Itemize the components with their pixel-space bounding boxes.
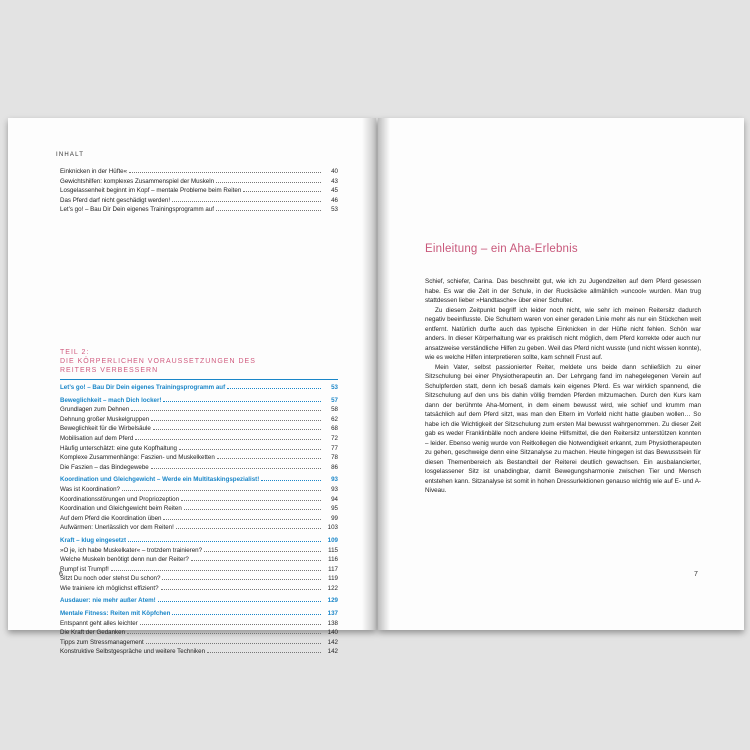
toc-entry-title: Einknicken in der Hüfte« [60, 168, 128, 175]
toc-entry-title: Das Pferd darf nicht geschädigt werden! [60, 196, 171, 204]
toc-entry-title: Häufig unterschätzt: eine gute Kopfhaltung [60, 444, 177, 452]
right-gutter-shadow [378, 118, 390, 630]
left-page [8, 118, 376, 656]
toc-entry-page: 93 [331, 485, 338, 493]
toc-section-entry [60, 609, 338, 619]
toc-entry [60, 196, 338, 206]
toc-leader-dots [153, 429, 321, 430]
toc-entry-page: 62 [331, 415, 338, 423]
toc-leader-dots [216, 182, 321, 183]
toc-entry [60, 628, 338, 638]
toc-entry-page: 43 [331, 177, 338, 185]
body-text [425, 277, 701, 496]
toc-entry-page: 53 [331, 206, 338, 214]
toc-entry [60, 584, 338, 594]
toc-top-list [60, 167, 338, 215]
toc-entry-page: 122 [327, 584, 338, 592]
toc-entry [60, 405, 338, 415]
toc-entry-title: Konstruktive Selbstgespräche und weitere Techniken [60, 648, 206, 656]
toc-entry-title: Welche Muskeln benötigt denn nun der Reiter? [60, 556, 189, 564]
toc-part2-list [60, 383, 338, 657]
toc-leader-dots [217, 458, 321, 459]
toc-leader-dots [151, 468, 321, 469]
toc-entry [60, 485, 338, 495]
toc-entry-title: Koordination und Gleichgewicht beim Reiten [60, 505, 182, 513]
toc-entry-page: 93 [331, 476, 338, 484]
toc-leader-dots [179, 449, 321, 450]
toc-entry [60, 463, 338, 473]
toc-entry-page: 103 [327, 524, 338, 532]
toc-leader-dots [191, 560, 321, 561]
toc-entry-title: Entspannt geht alles leichter [60, 619, 138, 627]
toc-section-entry [60, 475, 338, 485]
toc-entry [60, 444, 338, 454]
toc-entry-title: Beweglichkeit – mach Dich locker! [60, 396, 162, 404]
toc-leader-dots [140, 624, 321, 625]
toc-leader-dots [151, 420, 321, 421]
toc-leader-dots [111, 570, 321, 571]
toc-entry-title: Die Kraft der Gedanken [60, 629, 126, 637]
toc-entry-title: Losgelassenheit beginnt im Kopf – mentale Probleme beim Reiten [60, 187, 242, 195]
toc-entry-title: Mentale Fitness: Reiten mit Köpfchen [60, 610, 171, 618]
toc-leader-dots [261, 480, 321, 481]
paragraph-3: Mein Vater, selbst passionierter Reiter, meldete uns beide dann schließlich zu einer Sitzschulung bei einer Physiotherapeutin an. Der Lehrgang fand im nahegelegenen Verein auf Schulpferden statt, denn ich besaß damals kein eigenes Pferd. Es war wirklich spannend, die Sitzschulung auf den uns bis dahin völlig fremden Pferden mitzumachen. Durch den Kurs kam dann der berühmte Aha-Moment, in dem einem bewusst wird, wie schief und krumm man tatsächlich auf dem Pferd sitzt, was man den Eltern im Vorfeld nicht hatte glauben wollen… So habe ich die Wichtigkeit der Sitzschulung zum ersten Mal bewusst wahrgenommen. Zu dieser Zeit gab es weder Franklinbälle noch andere kleine Hilfsmittel, die den Reitersitz unterstützen konnten – leider. Ebenso wenig wurde von Reitkollegen die Notwendigkeit erkannt, zum Physiotherapeuten zu gehen, geschweige denn eine Sitzanalyse zu machen. Heute hingegen ist das Bewusstsein für diesen Themenbereich als Bestandteil der Reiterei deutlich gewachsen. Ein ausbalancierter, losgelassener Sitz ist unabdingbar, damit Bewegungsharmonie zwischen Tier und Mensch entstehen kann. Sitzanalyse ist somit in hohen Dressurlektionen genauso wichtig wie auf E- und A-Niveau. [425, 363, 701, 494]
toc-entry-title: Komplexe Zusammenhänge: Faszien- und Muskelketten [60, 454, 215, 462]
right-page [378, 118, 744, 630]
part-label: TEIL 2: [60, 349, 90, 356]
toc-entry-title: Kraft – klug eingesetzt [60, 536, 127, 544]
toc-entry [60, 186, 338, 196]
toc-leader-dots [184, 509, 321, 510]
toc-entry [60, 453, 338, 463]
toc-entry-title: Gewichtshilfen: komplexes Zusammenspiel der Muskeln [60, 177, 215, 185]
toc-entry-title: Grundlagen zum Dehnen [60, 406, 130, 414]
toc-section-entry [60, 383, 338, 393]
toc-entry-title: Aufwärmen: Unerlässlich vor dem Reiten! [60, 524, 174, 532]
toc-entry-title: Rumpf ist Trumpf! [60, 565, 109, 573]
toc-entry-page: 140 [327, 629, 338, 637]
toc-entry-page: 72 [331, 434, 338, 442]
part-heading [60, 348, 256, 375]
toc-entry-page: 119 [328, 575, 338, 583]
toc-entry [60, 205, 338, 215]
toc-leader-dots [216, 210, 321, 211]
toc-leader-dots [122, 490, 321, 491]
toc-entry-page: 129 [327, 597, 338, 605]
toc-entry [60, 638, 338, 648]
toc-entry-page: 115 [328, 546, 338, 554]
toc-entry-title: »O je, ich habe Muskelkater« – trotzdem trainieren? [60, 546, 203, 554]
toc-leader-dots [127, 633, 321, 634]
toc-entry-title: Let’s go! – Bau Dir Dein eigenes Trainingsprogramm auf [60, 206, 214, 214]
toc-entry-title: Auf dem Pferd die Koordination üben [60, 514, 162, 522]
toc-entry-page: 142 [327, 648, 338, 656]
toc-entry-page: 68 [331, 425, 338, 433]
toc-entry-title: Let’s go! – Bau Dir Dein eigenes Trainingsprogramm auf [60, 384, 226, 391]
toc-entry-title: Was ist Koordination? [60, 485, 120, 493]
folio-right: 7 [694, 571, 698, 578]
toc-leader-dots [204, 551, 321, 552]
toc-entry-title: Sitzt Du noch oder stehst Du schon? [60, 575, 161, 583]
toc-entry [60, 514, 338, 524]
part-title-line2: REITERS VERBESSERN [60, 367, 159, 374]
toc-leader-dots [146, 643, 321, 644]
toc-entry [60, 177, 338, 187]
toc-entry [60, 424, 338, 434]
toc-entry-title: Mobilisation auf dem Pferd [60, 434, 134, 442]
toc-entry-page: 40 [331, 168, 338, 175]
toc-entry-page: 109 [327, 536, 338, 544]
toc-entry [60, 546, 338, 556]
toc-leader-dots [207, 652, 321, 653]
running-head: INHALT [56, 152, 85, 158]
toc-entry-page: 116 [328, 556, 338, 564]
toc-leader-dots [172, 614, 321, 615]
toc-entry-title: Koordination und Gleichgewicht – Werde ein Multitaskingspezialist! [60, 476, 260, 484]
toc-leader-dots [158, 601, 321, 602]
toc-entry-page: 137 [327, 610, 338, 618]
toc-leader-dots [181, 500, 321, 501]
toc-entry-page: 53 [331, 384, 338, 391]
toc-entry-title: Die Faszien – das Bindegewebe [60, 463, 149, 471]
toc-leader-dots [176, 528, 321, 529]
toc-entry [60, 495, 338, 505]
toc-leader-dots [128, 541, 321, 542]
toc-leader-dots [243, 191, 321, 192]
toc-entry-page: 46 [331, 196, 338, 204]
toc-leader-dots [131, 410, 321, 411]
toc-leader-dots [172, 201, 321, 202]
toc-entry [60, 504, 338, 514]
toc-entry [60, 647, 338, 657]
toc-entry [60, 434, 338, 444]
toc-leader-dots [135, 439, 321, 440]
toc-entry-title: Dehnung großer Muskelgruppen [60, 415, 150, 423]
toc-entry [60, 565, 338, 575]
left-gutter-shadow [362, 118, 376, 630]
toc-entry [60, 415, 338, 425]
toc-entry-page: 138 [327, 619, 338, 627]
paragraph-1: Schief, schiefer, Carina. Das beschreibt gut, wie ich zu Jugendzeiten auf dem Pferd gesessen habe. Es war die Zeit in der Schule, in der Rucksäcke allmählich »uncool« wurden. Man trug stattdessen lieber »Handtasche« über einer Schulter. [425, 278, 701, 304]
toc-entry-title: Koordinationsstörungen und Propriozeption [60, 495, 180, 503]
toc-entry-page: 78 [331, 454, 338, 462]
toc-entry-title: Tipps zum Stressmanagement [60, 638, 144, 646]
toc-leader-dots [227, 388, 321, 389]
book-spread [8, 118, 744, 656]
folio-left: 6 [59, 571, 63, 578]
toc-entry [60, 555, 338, 565]
toc-entry-page: 95 [331, 505, 338, 513]
toc-leader-dots [163, 519, 321, 520]
toc-entry-page: 94 [331, 495, 338, 503]
toc-section-entry [60, 536, 338, 546]
toc-entry [60, 574, 338, 584]
toc-entry-page: 58 [331, 406, 338, 414]
toc-entry-page: 99 [331, 514, 338, 522]
part-rule [60, 379, 338, 380]
chapter-title: Einleitung – ein Aha-Erlebnis [425, 243, 578, 255]
toc-entry-title: Wie trainiere ich möglichst effizient? [60, 584, 159, 592]
paragraph-2: Zu diesem Zeitpunkt begriff ich leider noch nicht, wie sehr ich meinen Reitersitz dadurch negativ beeinflusste. Die Schultern waren von einer geraden Linie mehr als nur ein Stückchen weit entfernt. Natürlich durfte auch das typische Einknicken in der Hüfte nicht fehlen. Schön war anders. In dieser Körperhaltung war es praktisch nicht möglich, dem Pferd korrekte oder auch nur ansatzweise verständliche Hilfen zu geben. Weil das Pferd nicht wusste (und nicht wissen konnte), wie es welche Hilfen interpretieren sollte, kam schnell Frust auf. [425, 306, 701, 361]
toc-entry-page: 86 [331, 463, 338, 471]
toc-entry-page: 142 [327, 638, 338, 646]
part-title-line1: DIE KÖRPERLICHEN VORAUSSETZUNGEN DES [60, 358, 256, 365]
toc-entry-title: Ausdauer: nie mehr außer Atem! [60, 597, 156, 605]
toc-leader-dots [129, 172, 321, 173]
toc-entry [60, 523, 338, 533]
toc-leader-dots [163, 401, 321, 402]
toc-entry-page: 77 [331, 444, 338, 452]
toc-entry [60, 167, 338, 177]
toc-entry-page: 117 [328, 565, 338, 573]
toc-leader-dots [161, 589, 321, 590]
toc-leader-dots [162, 579, 321, 580]
toc-entry [60, 619, 338, 629]
toc-entry-page: 57 [331, 396, 338, 404]
toc-entry-page: 45 [331, 187, 338, 195]
toc-entry-title: Beweglichkeit für die Wirbelsäule [60, 425, 151, 433]
toc-section-entry [60, 596, 338, 606]
toc-section-entry [60, 396, 338, 406]
